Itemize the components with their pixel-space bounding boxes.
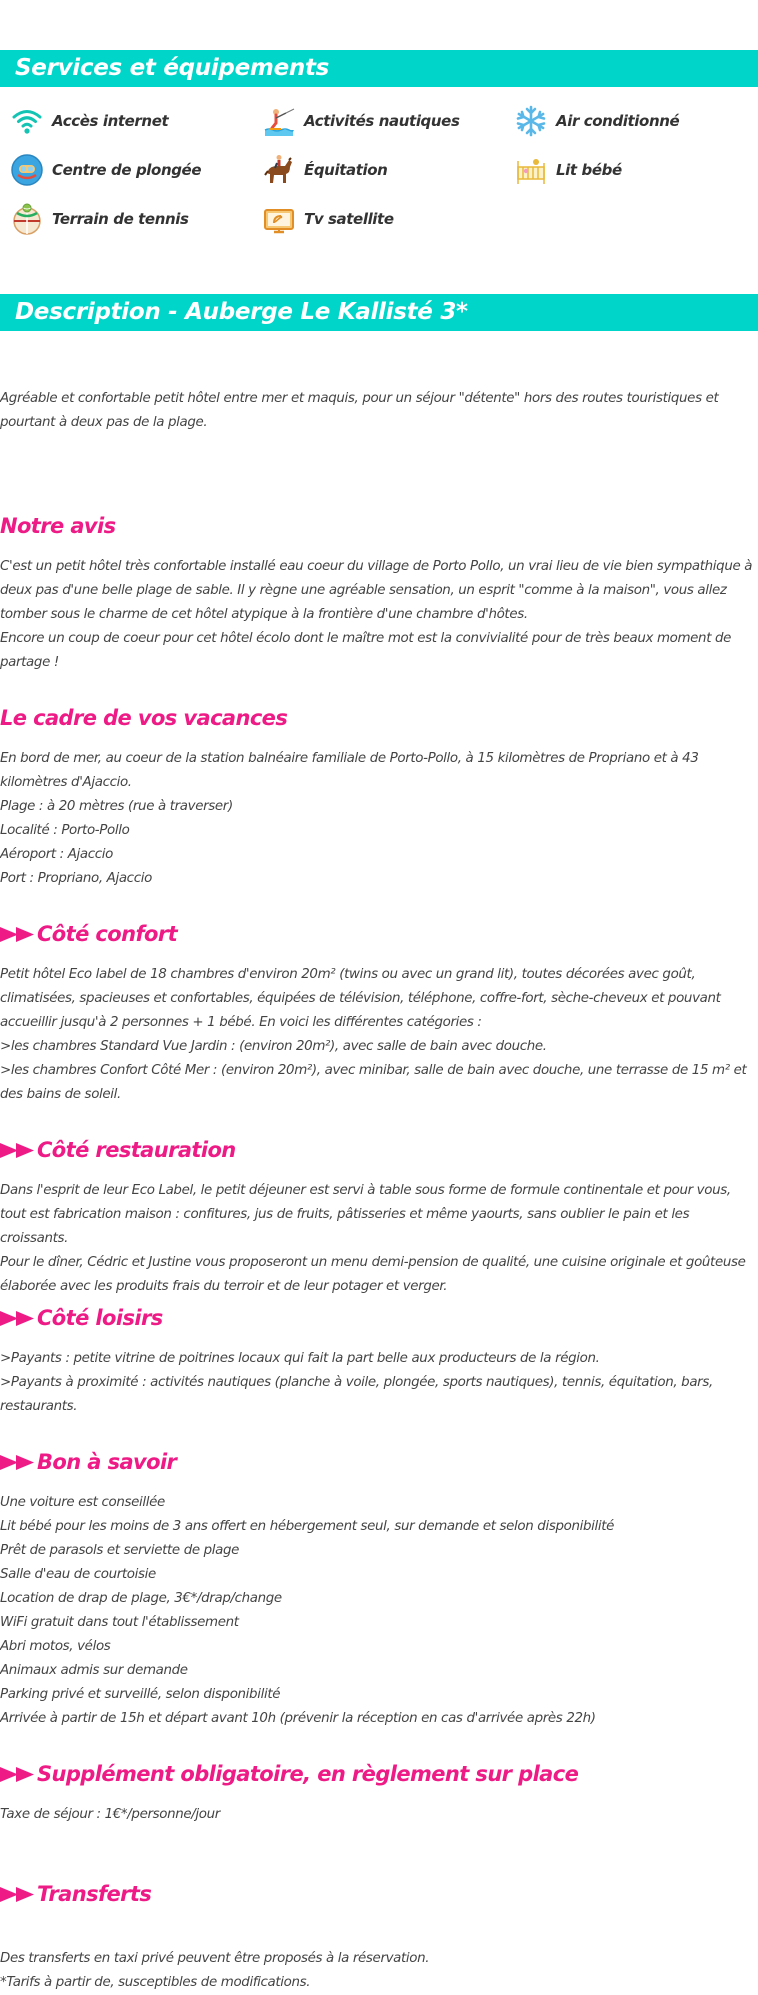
- double-arrow-icon: [0, 1303, 36, 1333]
- double-arrow-icon: [0, 919, 36, 949]
- description-intro: [0, 387, 758, 435]
- section-line: >Payants : petite vitrine de poitrines locaux qui fait la part belle aux producteurs de la région.: [0, 1351, 600, 1366]
- section-line: Petit hôtel Eco label de 18 chambres d'environ 20m² (twins ou avec un grand lit), toutes décorées avec goût, climatisées, spacieuses et confortables, équipées de télévision, téléphone, coffre-fort, sèche-cheveux et pouvant accueillir jusqu'à 2 personnes + 1 bébé. En voici les différentes catégories :: [0, 967, 721, 1030]
- section-body-transferts: [0, 1947, 758, 1995]
- baby-crib-icon: [514, 153, 548, 187]
- diving-icon: [10, 153, 44, 187]
- section-body-cadre: [0, 747, 758, 891]
- section-line: Parking privé et surveillé, selon disponibilité: [0, 1687, 281, 1702]
- section-line: >Payants à proximité : activités nautiques (planche à voile, plongée, sports nautiques), tennis, équitation, bars, restaurants.: [0, 1375, 713, 1414]
- horse-riding-icon: [262, 153, 296, 187]
- service-item-horse-riding: [262, 153, 387, 187]
- section-line: Une voiture est conseillée: [0, 1495, 165, 1510]
- service-label: Lit bébé: [556, 161, 622, 179]
- section-line: Lit bébé pour les moins de 3 ans offert en hébergement seul, sur demande et selon disponibilité: [0, 1519, 615, 1534]
- section-line: C'est un petit hôtel très confortable installé eau coeur du village de Porto Pollo, un vrai lieu de vie bien sympathique à deux pas d'une belle plage de sable. Il y règne une agréable sensation, un esprit "comme à la maison", vous allez tomber sous le charme de cet hôtel atypique à la frontière d'une chambre d'hôtes.: [0, 559, 753, 622]
- section-title-confort: [0, 919, 758, 949]
- section-line: Pour le dîner, Cédric et Justine vous proposeront un menu demi-pension de qualité, une cuisine originale et goûteuse élaborée avec les produits frais du terroir et de leur potager et verger.: [0, 1255, 746, 1294]
- section-title-bon-a-savoir: [0, 1447, 758, 1477]
- section-body-notre-avis: [0, 555, 758, 675]
- section-line: WiFi gratuit dans tout l'établissement: [0, 1615, 239, 1630]
- section-line: En bord de mer, au coeur de la station balnéaire familiale de Porto-Pollo, à 15 kilomètres de Propriano et à 43 kilomètres d'Ajaccio.: [0, 751, 699, 790]
- service-item-tennis: [10, 202, 189, 236]
- double-arrow-icon: [0, 1879, 36, 1909]
- snowflake-icon: [514, 104, 548, 138]
- description-paragraph: Agréable et confortable petit hôtel entre mer et maquis, pour un séjour "détente" hors des routes touristiques et pourtant à deux pas de la plage.: [0, 391, 719, 430]
- section-line: Port : Propriano, Ajaccio: [0, 871, 152, 886]
- section-title-text: Côté loisirs: [37, 1306, 163, 1330]
- section-title-restauration: [0, 1135, 758, 1165]
- section-title-text: Notre avis: [0, 514, 116, 538]
- services-heading: Services et équipements: [0, 50, 758, 87]
- section-line: *Tarifs à partir de, susceptibles de modifications.: [0, 1975, 311, 1990]
- section-line: Encore un coup de coeur pour cet hôtel écolo dont le maître mot est la convivialité pour de très beaux moment de partage !: [0, 631, 732, 670]
- tennis-icon: [10, 202, 44, 236]
- section-body-confort: [0, 963, 758, 1107]
- section-line: Localité : Porto-Pollo: [0, 823, 130, 838]
- section-title-transferts: [0, 1879, 758, 1909]
- section-body-loisirs: [0, 1347, 758, 1419]
- service-item-satellite-tv: [262, 202, 394, 236]
- service-label: Air conditionné: [556, 112, 680, 130]
- section-title-text: Le cadre de vos vacances: [0, 706, 288, 730]
- service-item-water-activities: [262, 104, 459, 138]
- section-line: Taxe de séjour : 1€*/personne/jour: [0, 1807, 220, 1822]
- service-label: Accès internet: [52, 112, 169, 130]
- service-label: Centre de plongée: [52, 161, 202, 179]
- section-line: Location de drap de plage, 3€*/drap/change: [0, 1591, 282, 1606]
- section-title-text: Supplément obligatoire, en règlement sur place: [37, 1762, 579, 1786]
- service-label: Activités nautiques: [304, 112, 460, 130]
- section-body-restauration: [0, 1179, 758, 1299]
- section-line: >les chambres Standard Vue Jardin : (environ 20m²), avec salle de bain avec douche.: [0, 1039, 547, 1054]
- section-line: Des transferts en taxi privé peuvent être proposés à la réservation.: [0, 1951, 430, 1966]
- section-body-supplement: [0, 1803, 758, 1827]
- section-line: Aéroport : Ajaccio: [0, 847, 113, 862]
- section-body-bon-a-savoir: [0, 1491, 758, 1731]
- section-title-cadre: [0, 703, 758, 733]
- service-item-air-conditioning: [514, 104, 679, 138]
- section-line: Salle d'eau de courtoisie: [0, 1567, 156, 1582]
- section-line: Abri motos, vélos: [0, 1639, 111, 1654]
- section-line: Prêt de parasols et serviette de plage: [0, 1543, 240, 1558]
- section-title-text: Transferts: [37, 1882, 152, 1906]
- double-arrow-icon: [0, 1759, 36, 1789]
- section-title-text: Bon à savoir: [37, 1450, 177, 1474]
- section-line: Plage : à 20 mètres (rue à traverser): [0, 799, 233, 814]
- section-title-text: Côté restauration: [37, 1138, 236, 1162]
- section-title-supplement: [0, 1759, 758, 1789]
- water-skiing-icon: [262, 104, 296, 138]
- section-line: Dans l'esprit de leur Eco Label, le petit déjeuner est servi à table sous forme de formule continentale et pour vous, tout est fabrication maison : confitures, jus de fruits, pâtisseries et même yaourts, sans oublier le pain et les croissants.: [0, 1183, 731, 1246]
- section-title-text: Côté confort: [37, 922, 178, 946]
- service-item-baby-crib: [514, 153, 622, 187]
- service-item-internet: [10, 104, 168, 138]
- double-arrow-icon: [0, 1135, 36, 1165]
- service-item-diving: [10, 153, 201, 187]
- section-line: >les chambres Confort Côté Mer : (environ 20m²), avec minibar, salle de bain avec douche, une terrasse de 15 m² et des bains de soleil.: [0, 1063, 747, 1102]
- section-title-loisirs: [0, 1303, 758, 1333]
- service-label: Équitation: [304, 161, 388, 179]
- section-title-notre-avis: [0, 511, 758, 541]
- double-arrow-icon: [0, 1447, 36, 1477]
- satellite-tv-icon: [262, 202, 296, 236]
- service-label: Tv satellite: [304, 210, 394, 228]
- section-line: Arrivée à partir de 15h et départ avant 10h (prévenir la réception en cas d'arrivée après 22h): [0, 1711, 596, 1726]
- wifi-icon: [10, 104, 44, 138]
- service-label: Terrain de tennis: [52, 210, 189, 228]
- description-heading: Description - Auberge Le Kallisté 3*: [0, 294, 758, 331]
- section-line: Animaux admis sur demande: [0, 1663, 188, 1678]
